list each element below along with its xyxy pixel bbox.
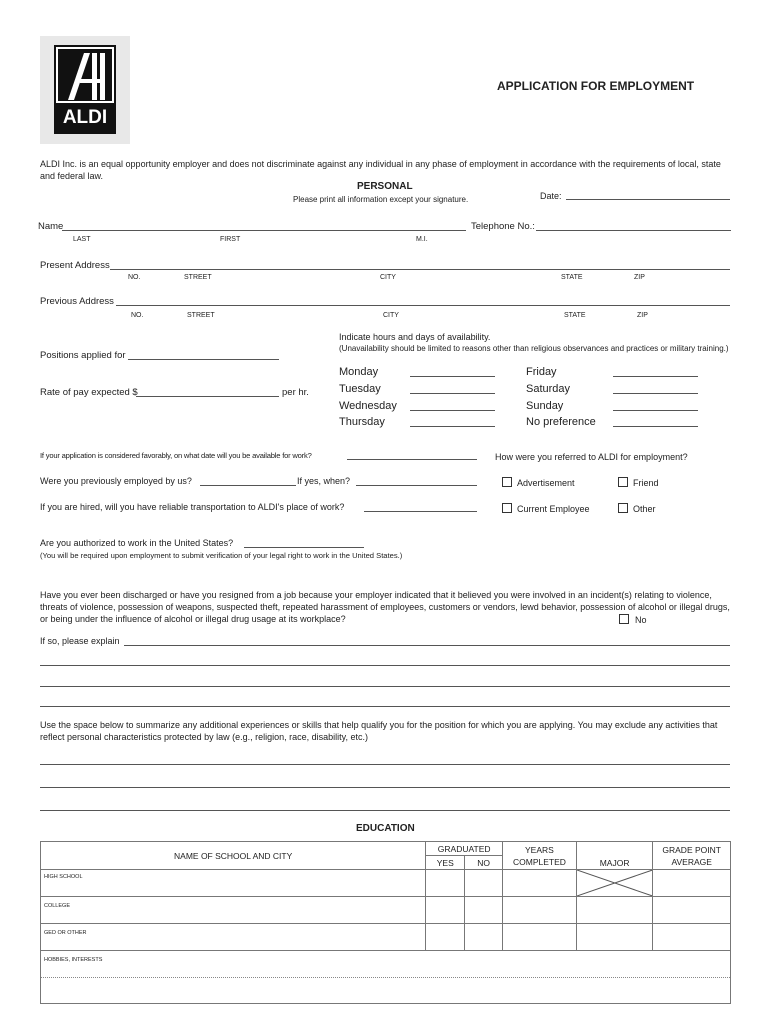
cell-ged-yes[interactable] [426,924,465,951]
col-years-header [503,842,577,870]
day-saturday: Saturday [526,383,571,395]
aldi-logo [54,45,116,134]
discharged-no-checkbox[interactable] [619,614,629,624]
telephone-field[interactable] [536,230,731,231]
eeo-statement: ALDI Inc. is an equal opportunity employer and does not discriminate against any individual in any phase of employment in accordance with the requirements of local, state and federal law. [40,159,721,181]
cell-hs-years[interactable] [503,870,577,897]
row-label-hobbies: HOBBIES, INTERESTS [44,957,103,963]
row-label-high-school: HIGH SCHOOL [41,870,426,897]
explain-field-3[interactable] [40,686,730,687]
advertisement-checkbox[interactable] [502,477,512,487]
present-part-street: STREET [184,274,212,281]
summary-field-2[interactable] [40,787,730,788]
cell-hs-gpa[interactable] [653,870,731,897]
transportation-question: If you are hired, will you have reliable transportation to ALDI's place of work? [40,502,345,512]
logo-frame [40,36,130,144]
day-tuesday: Tuesday [339,383,381,395]
cell-ged-no[interactable] [465,924,503,951]
present-part-state: STATE [561,274,583,281]
personal-heading: PERSONAL [357,181,413,192]
col-major-header: MAJOR [576,842,653,870]
friend-label: Friend [633,478,659,488]
col-gpa-header [653,842,731,870]
cross-out-icon [577,870,653,896]
explain-field-2[interactable] [40,665,730,666]
cell-hs-no[interactable] [465,870,503,897]
previously-employed-question: Were you previously employed by us? [40,476,192,486]
authorized-field[interactable] [244,547,364,548]
available-date-field[interactable] [347,459,477,460]
cell-college-years[interactable] [503,897,577,924]
other-checkbox[interactable] [618,503,628,513]
cell-ged-gpa[interactable] [653,924,731,951]
day-wednesday: Wednesday [339,400,397,412]
friend-checkbox[interactable] [618,477,628,487]
per-hr-label: per hr. [282,387,309,398]
transportation-field[interactable] [364,511,477,512]
previous-part-no: NO. [131,312,144,319]
date-field[interactable] [566,199,730,200]
col-gpa-line1: GRADE POINT [662,844,721,855]
friday-field[interactable] [613,376,698,377]
row-label-ged: GED OR OTHER [41,924,426,951]
col-years-line1: YEARS [525,844,554,855]
col-yes-header: YES [426,856,465,870]
available-date-question: If your application is considered favorably, on what date will you be available for work? [40,451,312,460]
positions-label: Positions applied for [40,350,126,361]
previous-part-zip: ZIP [637,312,648,319]
day-no-preference: No preference [526,416,596,428]
explain-field-4[interactable] [40,706,730,707]
row-hobbies[interactable] [41,951,731,1004]
summary-field-3[interactable] [40,810,730,811]
date-label: Date: [540,191,562,201]
summary-field-1[interactable] [40,764,730,765]
col-graduated-header: GRADUATED [426,842,503,856]
name-field[interactable] [62,230,466,231]
name-label: Name [38,221,64,232]
positions-field[interactable] [128,359,279,360]
day-friday: Friday [526,366,557,378]
name-part-mi: M.I. [416,236,428,243]
availability-note: (Unavailability should be limited to reasons other than religious observances and practices or military training.) [339,344,729,353]
availability-title: Indicate hours and days of availability. [339,332,491,342]
discharged-question: Have you ever been discharged or have you resigned from a job because your employer indicated that it believed you were involved in an incident(s) relating to violence, threats of violence, possession of weapons, suspected theft, repeated harassment of employees, customers or vendors, lewd behavior, possession of alcohol or illegal drugs, or being under the influence of alcohol or illegal drug usage at its workplace? [40,590,730,624]
col-school-header: NAME OF SCHOOL AND CITY [41,842,426,870]
present-address-field[interactable] [110,269,730,270]
table-row [41,870,731,897]
authorized-question: Are you authorized to work in the United States? [40,538,234,548]
name-part-first: FIRST [220,236,241,243]
present-address-label: Present Address [40,260,110,271]
previous-part-city: CITY [383,312,399,319]
col-no-header: NO [465,856,503,870]
if-yes-when-field[interactable] [356,485,477,486]
cell-hs-yes[interactable] [426,870,465,897]
current-employee-label: Current Employee [517,504,590,514]
hobbies-divider [41,977,730,978]
cell-college-yes[interactable] [426,897,465,924]
if-yes-when-label: If yes, when? [297,476,351,486]
current-employee-checkbox[interactable] [502,503,512,513]
table-row [41,897,731,924]
referred-question: How were you referred to ALDI for employment? [495,452,688,462]
education-table [40,841,731,1004]
cell-college-gpa[interactable] [653,897,731,924]
saturday-field[interactable] [613,393,698,394]
present-part-no: NO. [128,274,141,281]
other-label: Other [633,504,656,514]
monday-field[interactable] [410,376,495,377]
rate-field[interactable] [136,396,279,397]
cell-hs-major-crossed [576,870,653,897]
present-part-city: CITY [380,274,396,281]
tuesday-field[interactable] [410,393,495,394]
rate-label: Rate of pay expected $ [40,387,138,398]
day-sunday: Sunday [526,400,564,412]
previous-address-field[interactable] [116,305,730,306]
present-part-zip: ZIP [634,274,645,281]
cell-ged-major[interactable] [576,924,653,951]
explain-field-1[interactable] [124,645,730,646]
col-gpa-line2: AVERAGE [671,856,712,867]
summary-prompt: Use the space below to summarize any additional experiences or skills that help qualify you for the position for which you are applying. You may exclude any activities that reflect personal characteristics protected by law (e.g., religion, race, disability, etc.) [40,720,718,742]
wednesday-field[interactable] [410,410,495,411]
personal-subheading: Please print all information except your signature. [293,195,469,204]
explain-label: If so, please explain [40,636,120,646]
cell-college-major[interactable] [576,897,653,924]
previous-part-street: STREET [187,312,215,319]
advertisement-label: Advertisement [517,478,575,488]
previously-employed-field[interactable] [200,485,296,486]
previous-address-label: Previous Address [40,296,114,307]
page-title: APPLICATION FOR EMPLOYMENT [497,79,695,93]
col-years-line2: COMPLETED [512,856,566,867]
previous-part-state: STATE [564,312,586,319]
table-row [41,924,731,951]
no-preference-field[interactable] [613,426,698,427]
table-row [41,951,731,1004]
authorized-note: (You will be required upon employment to submit verification of your legal right to work in the United States.) [40,551,403,560]
logo-text: ALDI [62,107,108,128]
telephone-label: Telephone No.: [471,221,535,232]
day-monday: Monday [339,366,379,378]
sunday-field[interactable] [613,410,698,411]
cell-ged-years[interactable] [503,924,577,951]
cell-college-no[interactable] [465,897,503,924]
discharged-no-label: No [635,615,647,625]
education-heading: EDUCATION [356,823,415,834]
day-thursday: Thursday [339,416,385,428]
row-label-college: COLLEGE [41,897,426,924]
name-part-last: LAST [73,236,91,243]
thursday-field[interactable] [410,426,495,427]
